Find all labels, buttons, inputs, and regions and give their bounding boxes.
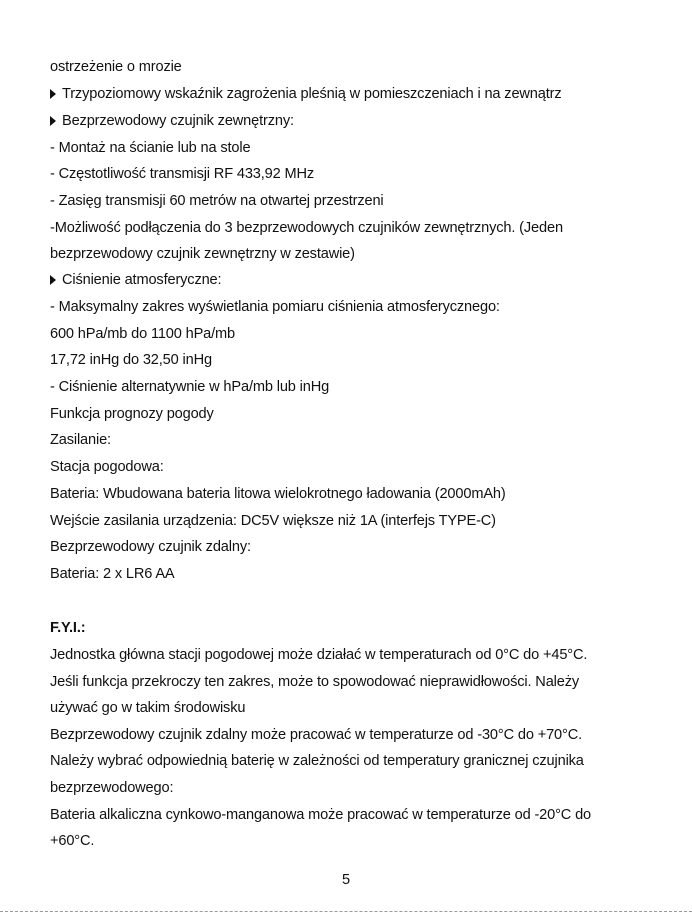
text-line: - Zasięg transmisji 60 metrów na otwartej przestrzeni	[50, 193, 384, 209]
text-line: 600 hPa/mb do 1100 hPa/mb	[50, 326, 236, 342]
bullet-text: Trzypoziomowy wskaźnik zagrożenia pleśnią w pomieszczeniach i na zewnątrz	[62, 86, 562, 102]
text-line: Bateria: 2 x LR6 AA	[50, 566, 175, 582]
text-line: Zasilanie:	[50, 432, 111, 448]
bullet-text: Bezprzewodowy czujnik zewnętrzny:	[62, 113, 294, 129]
text-line: 17,72 inHg do 32,50 inHg	[50, 352, 212, 368]
bullet-text: Ciśnienie atmosferyczne:	[62, 272, 222, 288]
text-line: Bateria alkaliczna cynkowo-manganowa może pracować w temperaturze od -20°C do	[50, 807, 592, 823]
text-line: Jednostka główna stacji pogodowej może działać w temperaturach od 0°C do +45°C.	[50, 647, 588, 663]
text-line: - Ciśnienie alternatywnie w hPa/mb lub inHg	[50, 379, 330, 395]
bullet-item	[50, 271, 221, 289]
text-line: Jeśli funkcja przekroczy ten zakres, może to spowodować nieprawidłowości. Należy	[50, 674, 580, 690]
page-number: 5	[341, 872, 351, 888]
bullet-item	[50, 85, 562, 103]
triangle-bullet-icon	[50, 116, 56, 126]
footer-divider	[0, 911, 692, 912]
text-line: -Możliwość podłączenia do 3 bezprzewodowych czujników zewnętrznych. (Jeden	[50, 220, 563, 236]
text-line: bezprzewodowego:	[50, 780, 174, 796]
text-line: - Maksymalny zakres wyświetlania pomiaru ciśnienia atmosferycznego:	[50, 299, 500, 315]
text-line: Należy wybrać odpowiednią baterię w zależności od temperatury granicznej czujnika	[50, 753, 584, 769]
triangle-bullet-icon	[50, 275, 56, 285]
text-line: Funkcja prognozy pogody	[50, 406, 214, 422]
text-line: Bezprzewodowy czujnik zdalny:	[50, 539, 251, 555]
bullet-item	[50, 112, 294, 130]
text-line: Wejście zasilania urządzenia: DC5V większe niż 1A (interfejs TYPE-C)	[50, 513, 496, 529]
text-line: używać go w takim środowisku	[50, 700, 246, 716]
text-line: +60°C.	[50, 833, 95, 849]
text-line: Bateria: Wbudowana bateria litowa wielokrotnego ładowania (2000mAh)	[50, 486, 506, 502]
text-line: Stacja pogodowa:	[50, 459, 164, 475]
section-heading: F.Y.I.:	[50, 620, 86, 636]
text-line: Bezprzewodowy czujnik zdalny może pracować w temperaturze od -30°C do +70°C.	[50, 727, 582, 743]
text-line: ostrzeżenie o mrozie	[50, 59, 182, 75]
triangle-bullet-icon	[50, 89, 56, 99]
text-line: - Częstotliwość transmisji RF 433,92 MHz	[50, 166, 315, 182]
text-line: - Montaż na ścianie lub na stole	[50, 140, 251, 156]
text-line: bezprzewodowy czujnik zewnętrzny w zestawie)	[50, 246, 355, 262]
